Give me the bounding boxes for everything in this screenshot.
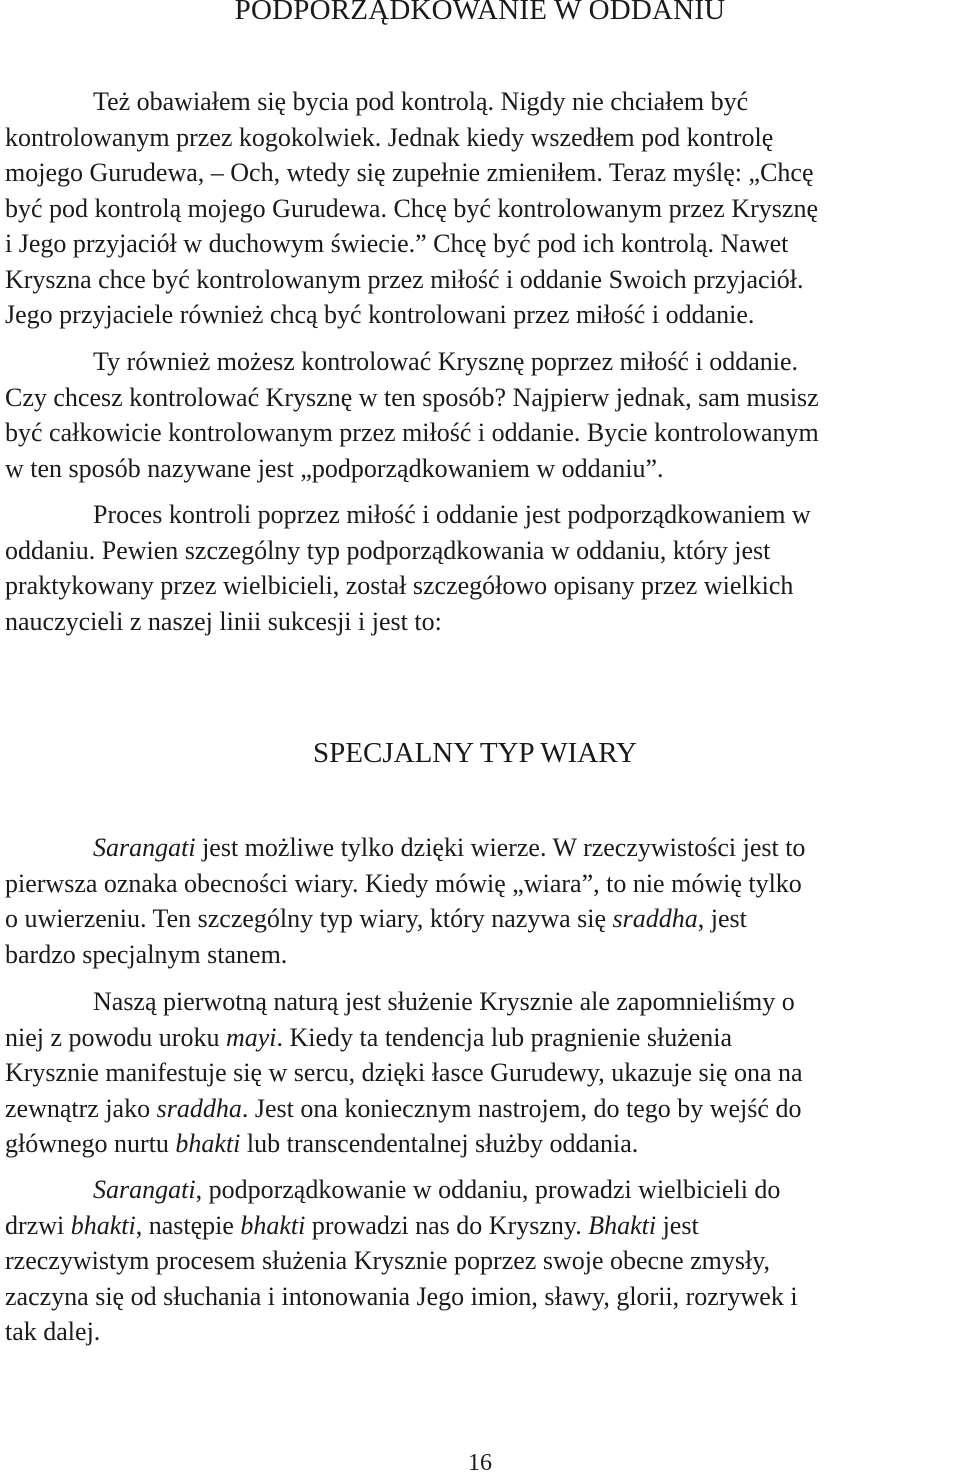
text-line: tak dalej. — [5, 1317, 101, 1346]
text-fragment: zewnątrz jako — [5, 1093, 157, 1123]
text-line: w ten sposób nazywane jest „podporządkowaniem w oddaniu”. — [5, 453, 664, 483]
text-line: mojego Gurudewa, – Och, wtedy się zupełnie zmieniłem. Teraz myślę: „Chcę — [5, 158, 814, 187]
text-fragment: jest możliwe tylko dzięki wierze. W rzeczywistości jest to — [195, 833, 806, 862]
text-line: Naszą pierwotną naturą jest służenie Krysznie ale zapomnieliśmy o — [93, 987, 795, 1016]
text-line: kontrolowanym przez kogokolwiek. Jednak kiedy wszedłem pod kontrolę — [5, 122, 774, 152]
text-line: praktykowany przez wielbicieli, został szczegółowo opisany przez wielkich — [5, 571, 794, 600]
text-fragment: jest — [656, 1210, 699, 1240]
paragraph-1 — [5, 84, 955, 333]
text-fragment: głównego nurtu — [5, 1129, 176, 1158]
italic-term: sraddha — [156, 1093, 242, 1123]
text-line — [5, 1208, 955, 1244]
paragraph-2 — [5, 344, 955, 486]
italic-term: bhakti — [175, 1129, 241, 1158]
paragraph-4 — [5, 830, 955, 972]
text-line — [5, 1172, 955, 1208]
text-line — [5, 1020, 955, 1056]
text-fragment: , podporządkowanie w oddaniu, prowadzi wielbicieli do — [195, 1175, 781, 1204]
text-fragment: lub transcendentalnej służby oddania. — [240, 1129, 639, 1158]
text-line — [5, 830, 955, 866]
text-line: Kryszna chce być kontrolowanym przez miłość i oddanie Swoich przyjaciół. — [5, 264, 804, 294]
section-heading-specjalny-typ-wiary: SPECJALNY TYP WIARY — [313, 737, 637, 769]
page-number: 16 — [468, 1450, 492, 1476]
italic-term: mayi — [225, 1022, 277, 1052]
text-line — [5, 1126, 955, 1162]
paragraph-6 — [5, 1172, 955, 1350]
text-line — [5, 901, 955, 937]
text-line: Krysznie manifestuje się w sercu, dzięki łasce Gurudewy, ukazuje się ona na — [5, 1058, 803, 1087]
text-line: nauczycieli z naszej linii sukcesji i jest to: — [5, 606, 442, 636]
text-line: zaczyna się od słuchania i intonowania Jego imion, sławy, glorii, rozrywek i — [5, 1281, 798, 1311]
italic-term: bhakti — [240, 1210, 306, 1240]
text-line: rzeczywistym procesem służenia Krysznie poprzez swoje obecne zmysły, — [5, 1246, 771, 1275]
italic-term: Sarangati — [93, 833, 196, 862]
text-line: Ty również możesz kontrolować Krysznę poprzez miłość i oddanie. — [93, 347, 798, 376]
text-fragment: niej z powodu uroku — [5, 1022, 226, 1052]
italic-term: Bhakti — [588, 1210, 657, 1240]
text-line: Czy chcesz kontrolować Krysznę w ten sposób? Najpierw jednak, sam musisz — [5, 382, 819, 412]
italic-term: bhakti — [70, 1210, 136, 1240]
section-heading-podporzadkowanie: PODPORZĄDKOWANIE W ODDANIU — [234, 0, 726, 26]
text-line: Proces kontroli poprzez miłość i oddanie jest podporządkowaniem w — [93, 500, 811, 529]
italic-term: Sarangati — [93, 1175, 196, 1204]
text-line — [5, 1091, 955, 1127]
text-line: bardzo specjalnym stanem. — [5, 939, 288, 969]
text-fragment: . Jest ona koniecznym nastrojem, do tego by wejść do — [241, 1093, 802, 1123]
text-line: i Jego przyjaciół w duchowym świecie.” Chcę być pod ich kontrolą. Nawet — [5, 229, 789, 258]
text-line: być całkowicie kontrolowanym przez miłość i oddanie. Bycie kontrolowanym — [5, 418, 819, 447]
text-fragment: , jest — [697, 904, 747, 933]
text-fragment: drzwi — [5, 1210, 71, 1240]
paragraph-3 — [5, 497, 955, 639]
text-line: pierwsza oznaka obecności wiary. Kiedy mówię „wiara”, to nie mówię tylko — [5, 868, 802, 898]
text-line: Jego przyjaciele również chcą być kontrolowani przez miłość i oddanie. — [5, 300, 755, 329]
paragraph-5 — [5, 984, 955, 1162]
text-line: oddaniu. Pewien szczególny typ podporządkowania w oddaniu, który jest — [5, 535, 771, 565]
text-line: być pod kontrolą mojego Gurudewa. Chcę być kontrolowanym przez Krysznę — [5, 193, 818, 223]
italic-term: sraddha — [612, 904, 698, 933]
text-fragment: , następie — [135, 1210, 241, 1240]
text-fragment: o uwierzeniu. Ten szczególny typ wiary, który nazywa się — [5, 904, 613, 933]
text-line: Też obawiałem się bycia pod kontrolą. Nigdy nie chciałem być — [93, 87, 749, 116]
text-fragment: prowadzi nas do Kryszny. — [305, 1210, 589, 1240]
text-fragment: . Kiedy ta tendencja lub pragnienie służenia — [276, 1022, 733, 1052]
